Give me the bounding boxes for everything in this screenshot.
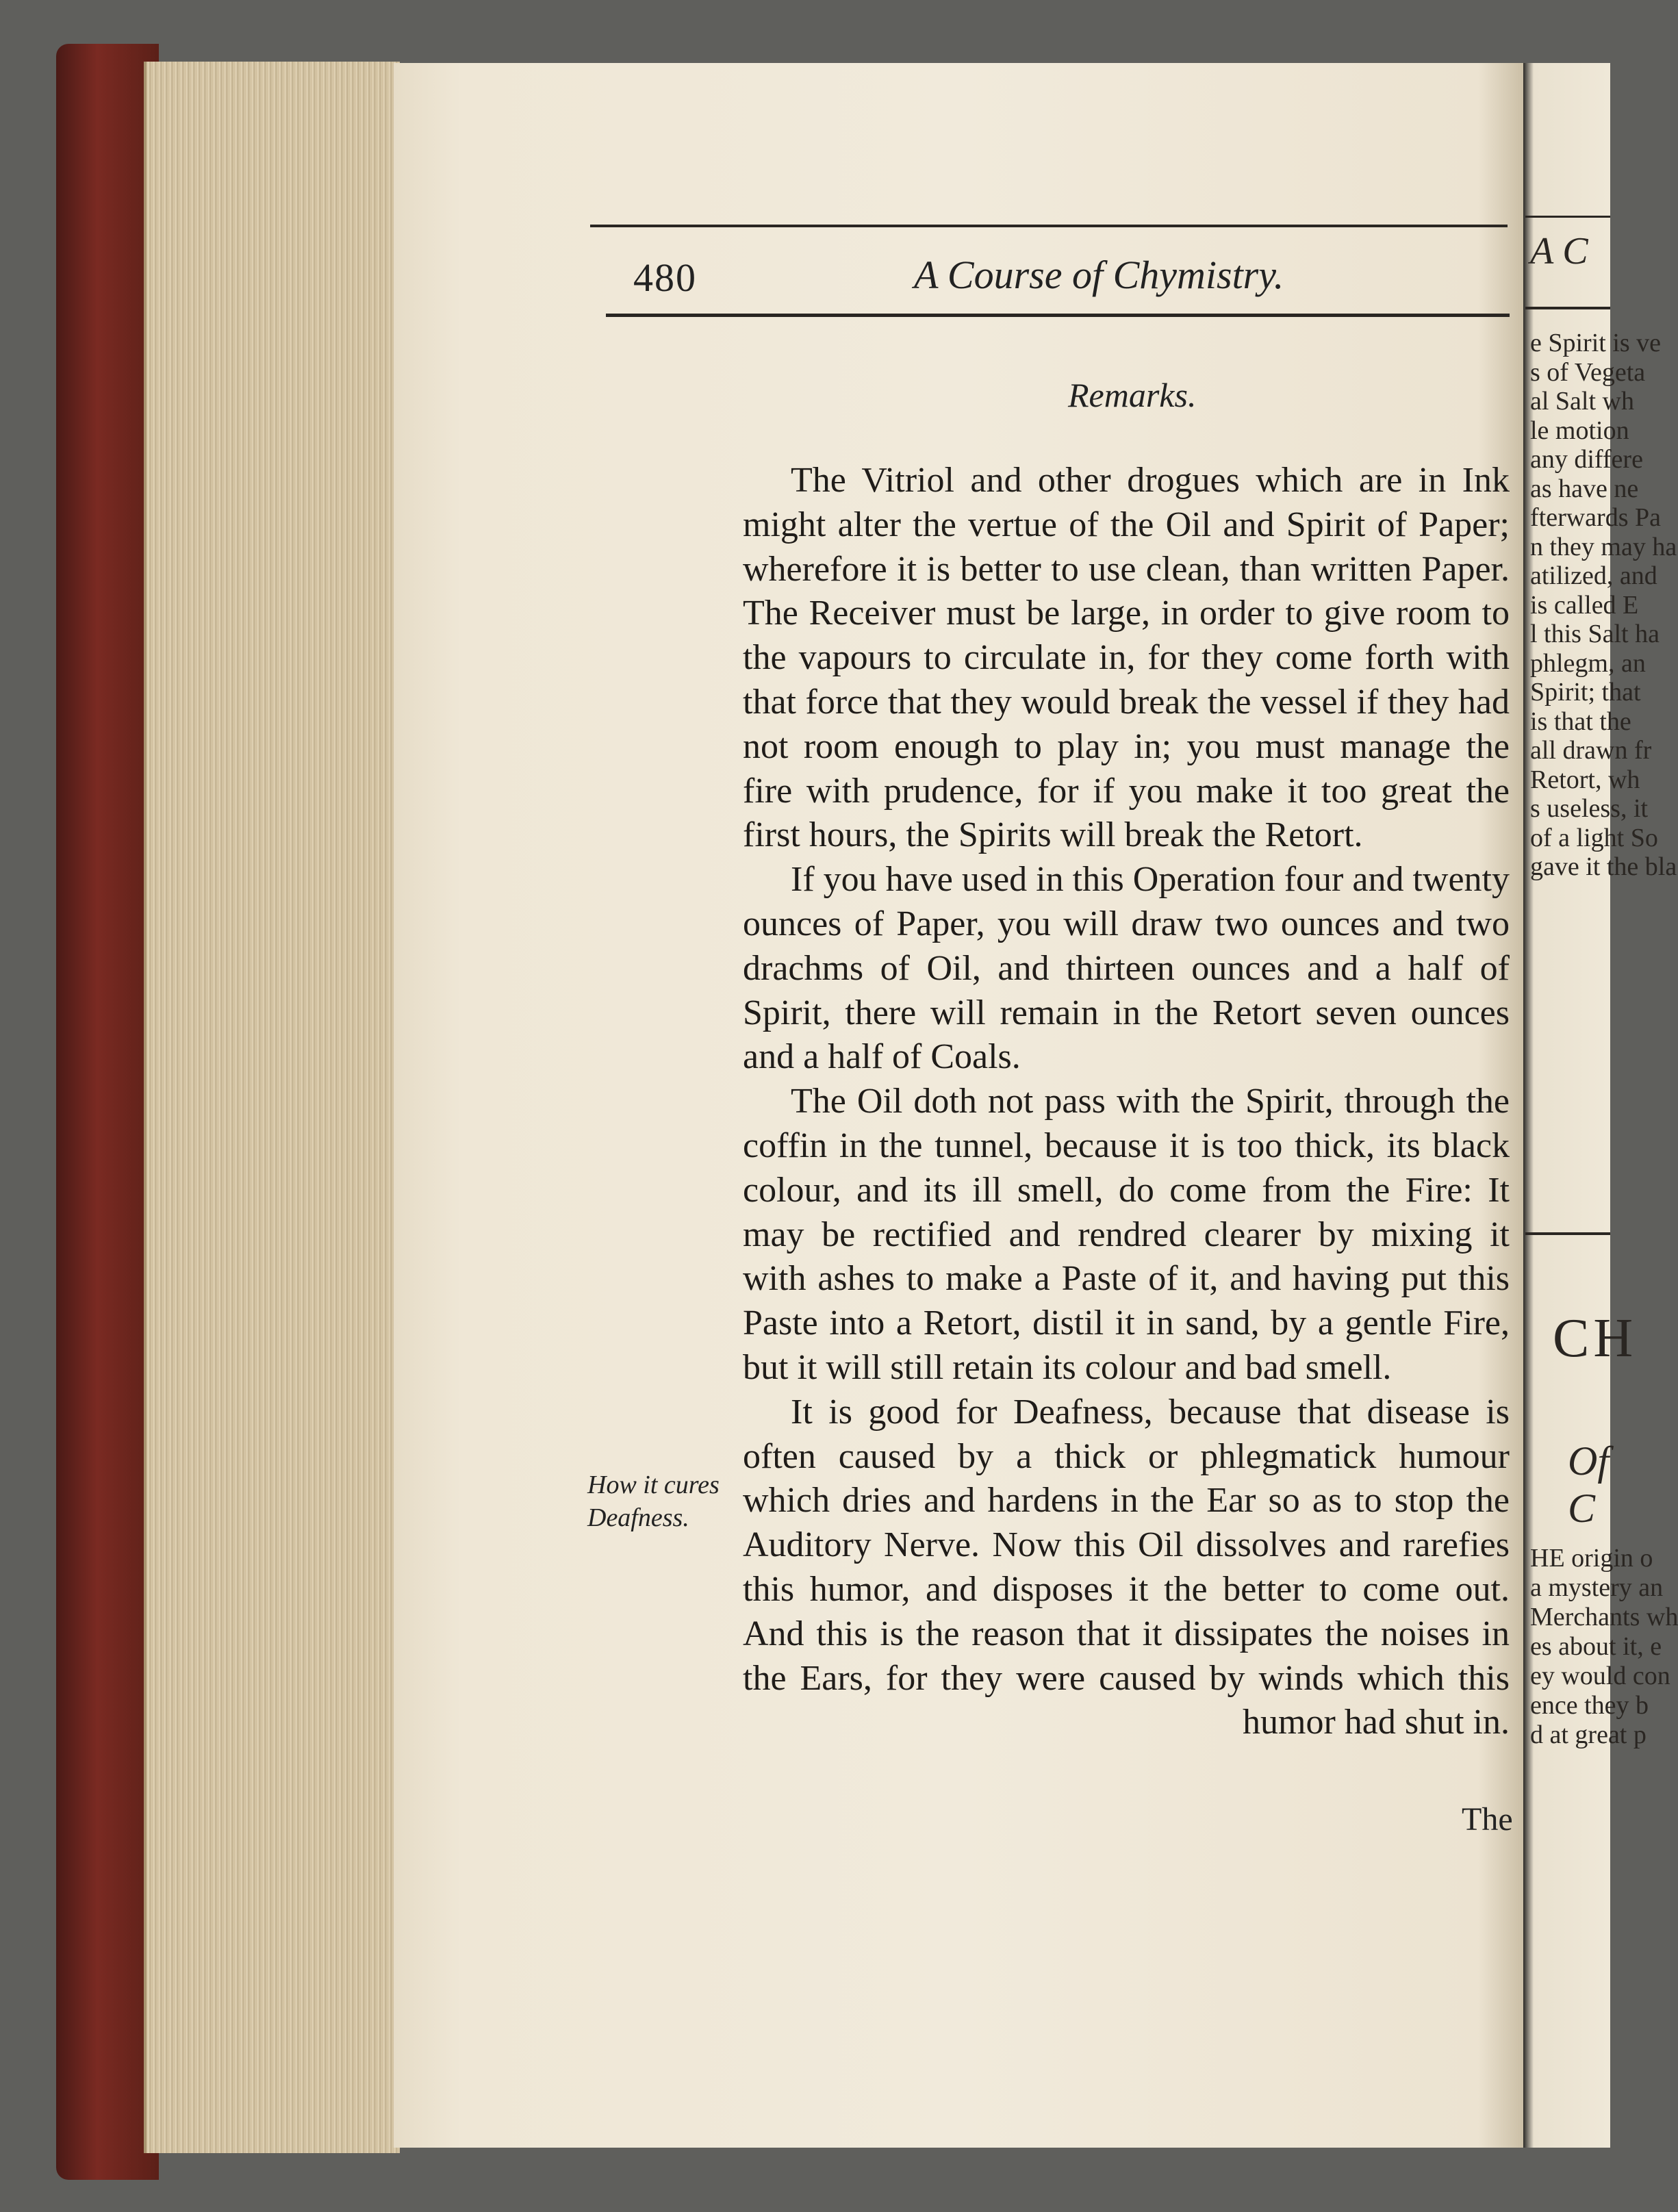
text-line: atilized, and — [1530, 561, 1657, 590]
text-line: a mystery an — [1530, 1573, 1664, 1602]
text-line: of a light So — [1530, 823, 1658, 852]
text-line: le motion — [1530, 416, 1629, 445]
text-line: all drawn fr — [1530, 736, 1652, 765]
facing-page-rule — [1525, 216, 1610, 218]
facing-page-rule — [1525, 307, 1610, 309]
facing-page-chapter-sub: Of C — [1568, 1438, 1609, 1531]
text-line: Spirit; that — [1530, 678, 1641, 707]
text-line: phlegm, an — [1530, 648, 1646, 678]
text-line: any differe — [1530, 445, 1643, 474]
text-line: l this Salt ha — [1530, 620, 1660, 648]
text-line: Merchants wh — [1530, 1603, 1678, 1631]
text-line: s useless, it — [1530, 794, 1649, 823]
text-line: is that the — [1530, 707, 1631, 736]
text-line: ey would con — [1530, 1662, 1670, 1690]
header-rule-top — [590, 225, 1508, 227]
paragraph: If you have used in this Operation four and twenty ounces of Paper, you will draw two ounces and two drachms of Oil, and thirteen ounces and a half of Spirit, there will remain in the Retort seven ounces and a half of Coals. — [743, 860, 1510, 1077]
paragraph: The Vitriol and other drogues which are in Ink might alter the vertue of the Oil and Spirit of Paper; wherefore it is better to use clean, than written Paper. The Receiver must be large, in order to give room to the vapours to circulate in, for they come forth with that force that they would break the vessel if they had not room enough to play in; you must manage the fire with prudence, for if you make it too great the first hours, the Spirits will break the Retort. — [743, 461, 1510, 855]
page-number: 480 — [633, 255, 697, 300]
facing-page-header: A C — [1530, 230, 1588, 272]
text-line: fterwards Pa — [1530, 503, 1661, 532]
section-title: Remarks. — [1068, 376, 1197, 414]
text-line: gave it the bla — [1530, 852, 1677, 881]
paragraph: The Oil doth not pass with the Spirit, through the coffin in the tunnel, because it is too thick, its black colour, and its ill smell, do come from the Fire: It may be rectified and rendred clearer by mixing it with ashes to make a Paste of it, and having put this Paste into a Retort, distil it in sand, by a gentle Fire, but it will still retain its colour and bad smell. — [743, 1082, 1510, 1387]
text-line: e Spirit is ve — [1530, 329, 1662, 357]
text-line: as have ne — [1530, 474, 1639, 503]
body-text — [743, 459, 1510, 1745]
text-line: Retort, wh — [1530, 765, 1640, 794]
catchword: The — [1462, 1801, 1513, 1838]
text-line: HE origin o — [1530, 1544, 1653, 1573]
running-title: A Course of Chymistry. — [914, 253, 1284, 297]
paragraph: It is good for Deafness, because that disease is often caused by a thick or phlegmatick humour which dries and hardens in the Ear so as to stop the Auditory Nerve. Now this Oil dissolves and rarefies this humor, and disposes it the better to come out. And this is the reason that it dissipates the noises in the Ears, for they were caused by winds which this humor had shut in. — [743, 1392, 1510, 1742]
text-line: ence they b — [1530, 1691, 1649, 1720]
header-rule-bottom — [606, 314, 1510, 317]
facing-page-rule — [1525, 1232, 1610, 1235]
facing-page-text-top — [1530, 329, 1677, 882]
text-line: is called E — [1530, 590, 1639, 620]
text-line: d at great p — [1530, 1720, 1647, 1749]
text-line: n they may ha — [1530, 532, 1677, 561]
facing-page-text-bottom — [1530, 1544, 1678, 1750]
text-line: es about it, e — [1530, 1632, 1662, 1661]
margin-note: How it cures Deafness. — [587, 1471, 720, 1532]
text-line: al Salt wh — [1530, 387, 1634, 416]
facing-page-chapter-mark: CH — [1553, 1308, 1638, 1369]
page-edges — [144, 62, 400, 2153]
text-line: s of Vegeta — [1530, 357, 1646, 387]
